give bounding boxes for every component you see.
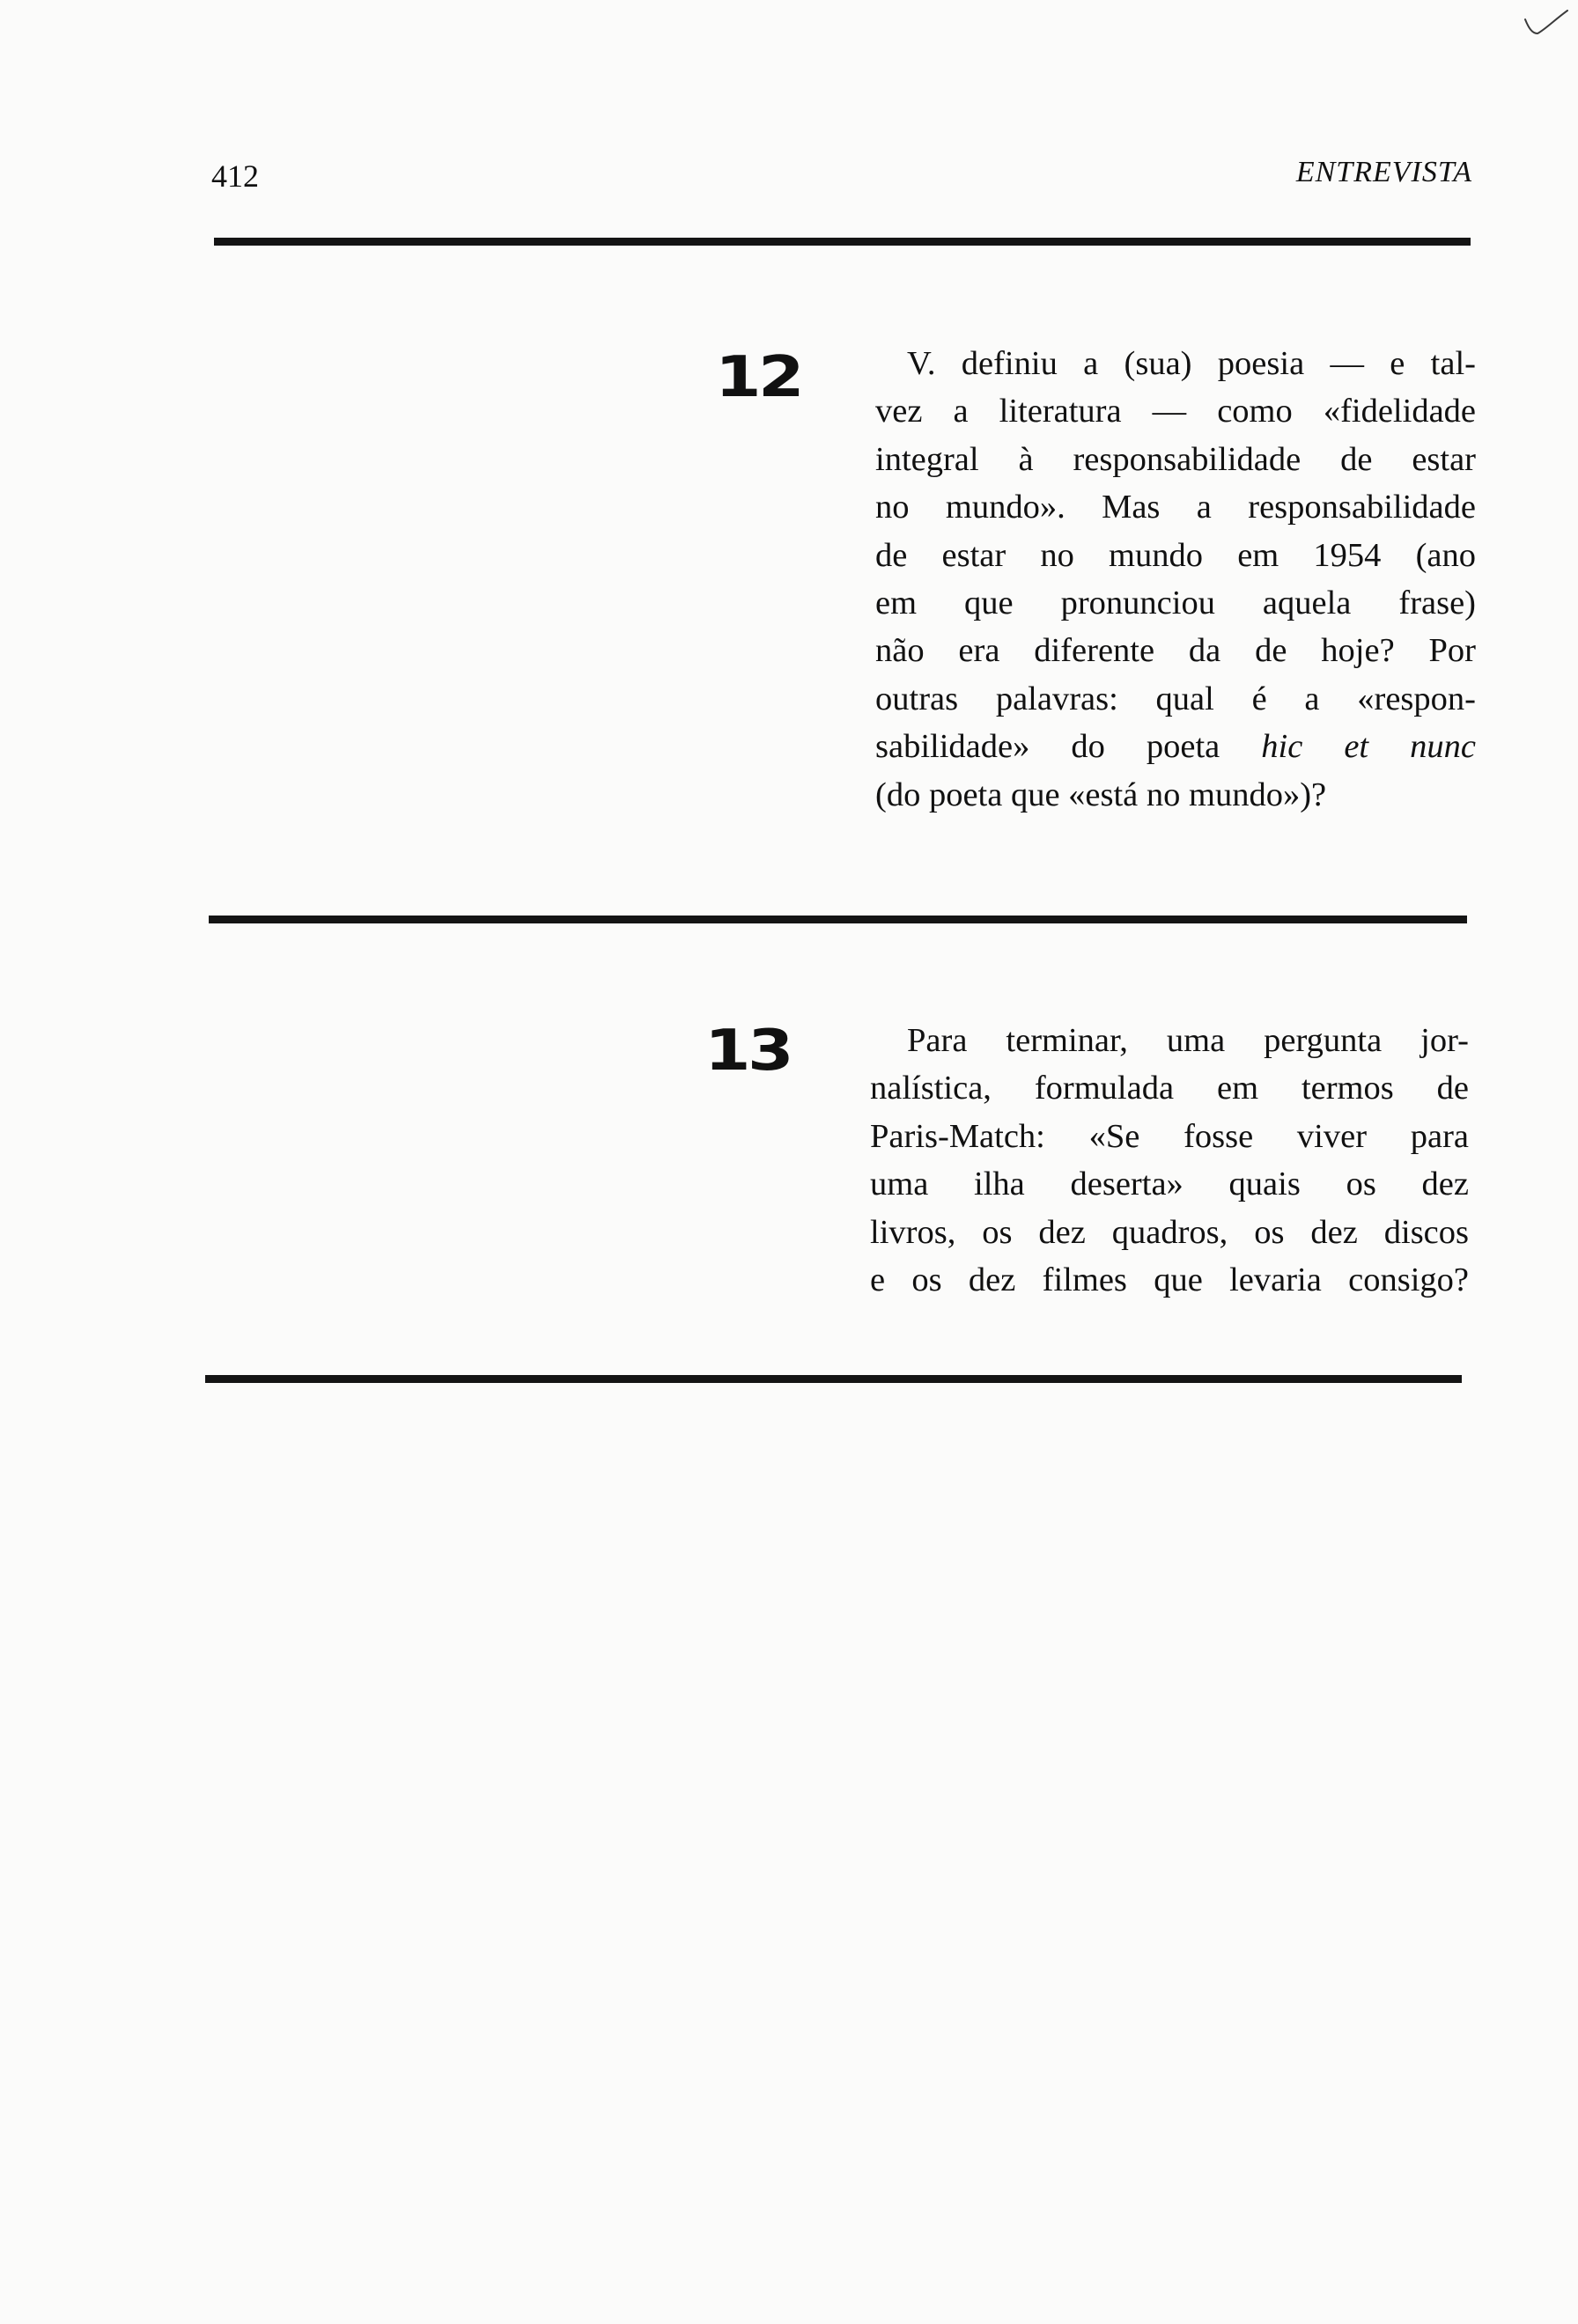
question-text-12 — [875, 340, 1476, 819]
text-line: em que pronunciou aquela frase) — [875, 585, 1476, 622]
text-line: Para terminar, uma pergunta jor- — [907, 1022, 1469, 1059]
text-line: uma ilha deserta» quais os dez — [870, 1166, 1469, 1203]
top-rule — [214, 238, 1471, 246]
text-line — [875, 723, 1476, 770]
pencil-check-mark-icon — [1522, 7, 1571, 42]
text-line-roman: sabilidade» do poeta — [875, 728, 1262, 766]
text-line: V. definiu a (sua) poesia — e tal- — [907, 345, 1476, 382]
text-line: (do poeta que «está no mundo»)? — [875, 776, 1327, 813]
text-line: nalística, formulada em termos de — [870, 1070, 1469, 1107]
text-line: integral à responsabilidade de estar — [875, 440, 1476, 478]
question-number-12: 12 — [715, 345, 802, 410]
text-line: de estar no mundo em 1954 (ano — [875, 536, 1476, 574]
text-line: não era diferente da de hoje? Por — [875, 632, 1476, 670]
text-line: outras palavras: qual é a «respon- — [875, 680, 1476, 717]
text-line: livros, os dez quadros, os dez discos — [870, 1213, 1469, 1251]
page-number: 412 — [211, 158, 259, 194]
text-line: e os dez filmes que levaria consigo? — [870, 1261, 1469, 1299]
middle-rule — [209, 916, 1467, 923]
text-line: vez a literatura — como «fidelidade — [875, 393, 1476, 430]
text-line: no mundo». Mas a responsabilidade — [875, 489, 1476, 526]
running-head: ENTREVISTA — [1295, 156, 1472, 188]
bottom-rule — [205, 1375, 1462, 1383]
question-number-13: 13 — [704, 1019, 792, 1084]
text-line: Paris-Match: «Se fosse viver para — [870, 1117, 1469, 1155]
latin-phrase: hic et nunc — [1261, 728, 1476, 766]
question-text-13 — [870, 1017, 1469, 1304]
